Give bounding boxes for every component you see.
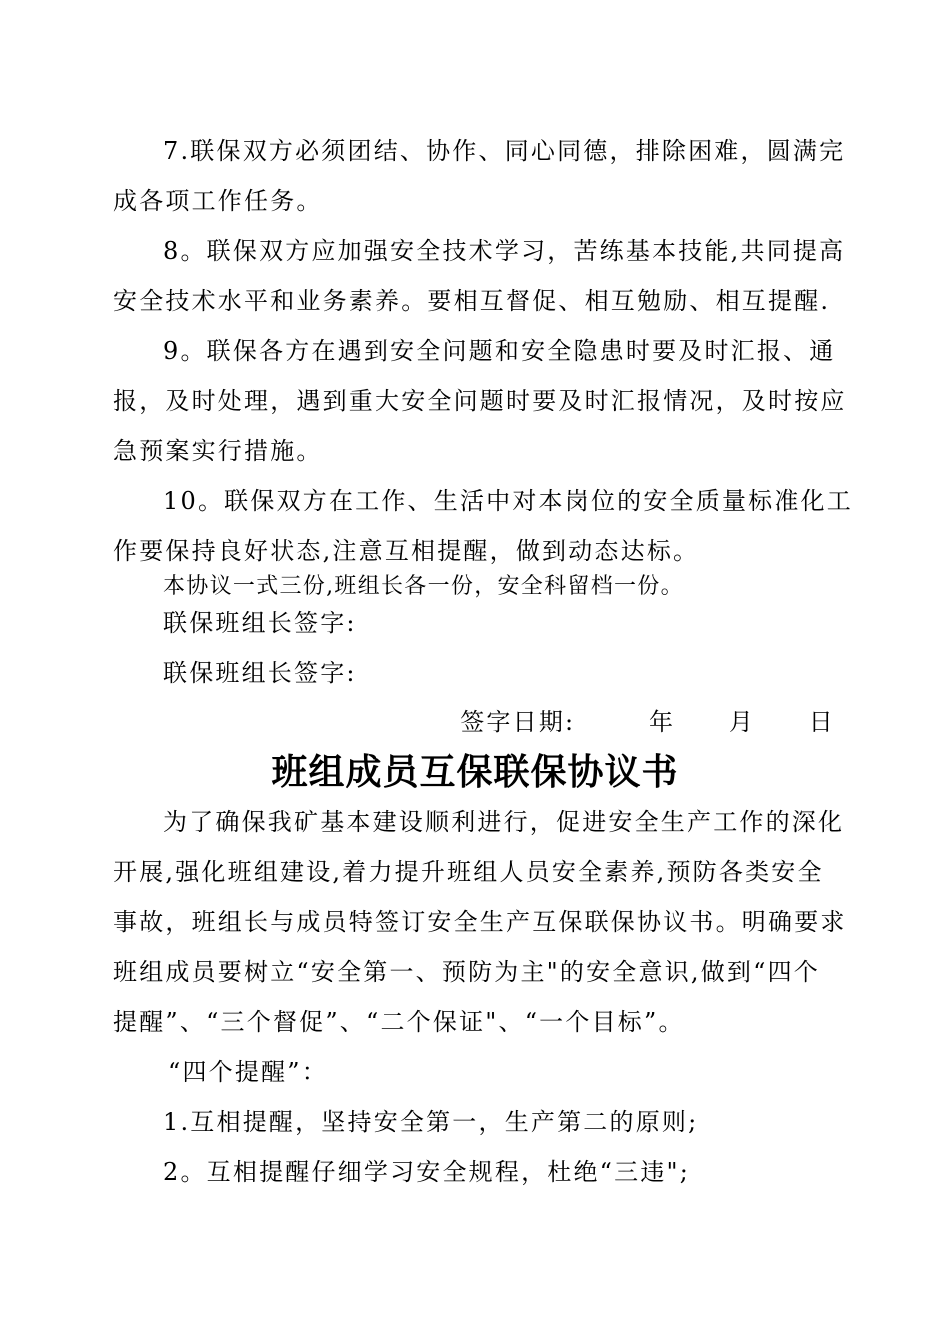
date-day: 日 — [808, 708, 835, 736]
intro-line-3: 事故，班组长与成员特签订安全生产互保联保协议书。明确要求 — [113, 908, 847, 936]
item-7-line-1: 7.联保双方必须团结、协作、同心同德，排除困难，圆满完 — [163, 137, 846, 165]
date-month: 月 — [728, 708, 756, 736]
agreement-title: 班组成员互保联保协议书 — [271, 752, 679, 793]
signature-line-2: 联保班组长签字: — [163, 659, 357, 687]
intro-line-5: 提醒”、“三个督促”、“二个保证"、“一个目标”。 — [113, 1008, 685, 1036]
intro-line-1: 为了确保我矿基本建设顺利进行，促进安全生产工作的深化 — [163, 808, 845, 836]
date-year: 年 — [649, 708, 676, 736]
copies-note: 本协议一式三份,班组长各一份，安全科留档一份。 — [163, 574, 684, 599]
item-9-line-2: 报，及时处理，遇到重大安全问题时要及时汇报情况，及时按应 — [113, 387, 847, 415]
intro-line-2: 开展,强化班组建设,着力提升班组人员安全素养,预防各类安全 — [113, 858, 824, 886]
item-10-line-1: 10。联保双方在工作、生活中对本岗位的安全质量标准化工 — [163, 487, 853, 515]
signature-line-1: 联保班组长签字: — [163, 609, 357, 637]
item-8-line-2: 安全技术水平和业务素养。要相互督促、相互勉励、相互提醒. — [113, 287, 831, 315]
date-label: 签字日期: — [460, 708, 576, 736]
item-9-line-1: 9。联保各方在遇到安全问题和安全隐患时要及时汇报、通 — [163, 337, 836, 365]
signature-date — [460, 707, 835, 737]
item-8-line-1: 8。联保双方应加强安全技术学习，苦练基本技能,共同提高 — [163, 237, 846, 265]
reminder-1: 1.互相提醒，坚持安全第一，生产第二的原则; — [163, 1108, 699, 1136]
item-7-line-2: 成各项工作任务。 — [113, 187, 323, 215]
item-9-line-3: 急预案实行措施。 — [113, 437, 323, 465]
reminder-2: 2。互相提醒仔细学习安全规程，杜绝“三违"; — [163, 1158, 691, 1186]
four-reminders-heading: “四个提醒”： — [168, 1058, 328, 1086]
intro-line-4: 班组成员要树立“安全第一、预防为主"的安全意识,做到“四个 — [113, 958, 821, 986]
item-10-line-2: 作要保持良好状态,注意互相提醒，做到动态达标。 — [113, 537, 700, 565]
